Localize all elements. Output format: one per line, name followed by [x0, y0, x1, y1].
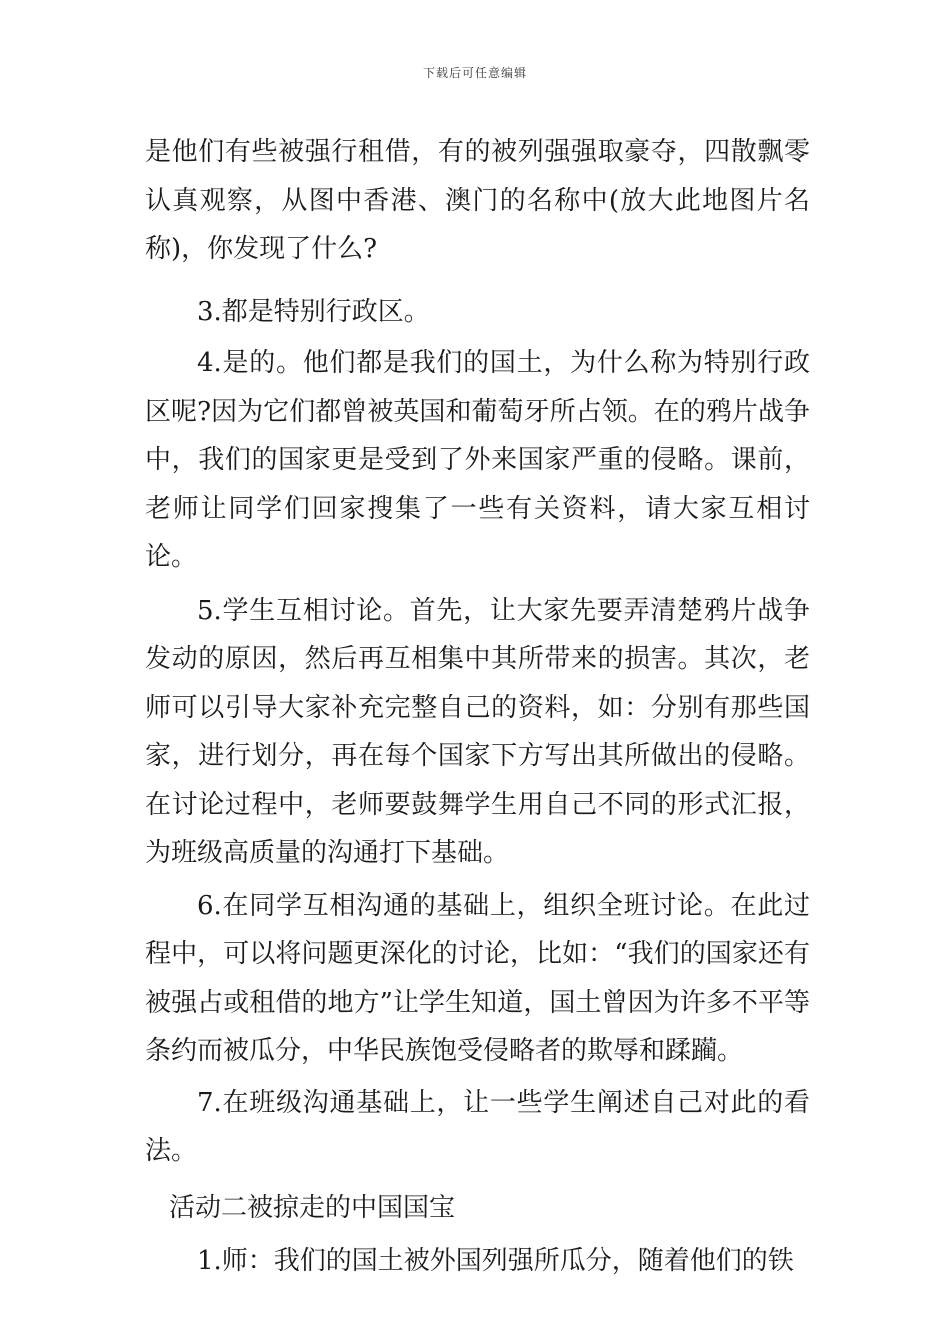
page-header: 下载后可任意编辑 [422, 66, 527, 80]
paragraph-item-3: 3.都是特别行政区。 [197, 296, 430, 327]
paragraph-item-7: 7.在班级沟通基础上，让一些学生阐述自己对此的看法。 [145, 1087, 810, 1166]
paragraph-item-5: 5.学生互相讨论。首先，让大家先要弄清楚鸦片战争发动的原因，然后再互相集中其所带来的损害。其次，老师可以引导大家补充完整自己的资料，如：分别有那些国家，进行划分，再在每个国家下方写出其所做出的侵略。在讨论过程中，老师要鼓舞学生用自己不同的形式汇报，为班级高质量的沟通打下基础。 [145, 595, 810, 868]
document-body [145, 128, 810, 1286]
paragraph-item-4: 4.是的。他们都是我们的国土，为什么称为特别行政区呢?因为它们都曾被英国和葡萄牙所占领。在的鸦片战争中，我们的国家更是受到了外来国家严重的侵略。课前，老师让同学们回家搜集了一些有关资料，请大家互相讨论。 [145, 348, 810, 572]
paragraph-item-6: 6.在同学互相沟通的基础上，组织全班讨论。在此过程中，可以将问题更深化的讨论，比如：“我们的国家还有被强占或租借的地方”让学生知道，国土曾因为许多不平等条约而被瓜分，中华民族饱受侵略者的欺辱和蹂躏。 [145, 890, 810, 1066]
section-heading-activity-two: 活动二被掠走的中国国宝 [169, 1192, 456, 1223]
paragraph-activity-two-item-1: 1.师：我们的国土被外国列强所瓜分，随着他们的铁 [197, 1246, 794, 1276]
paragraph-continuation: 是他们有些被强行租借，有的被列强强取豪夺，四散飘零认真观察，从图中香港、澳门的名称中(放大此地图片名称)，你发现了什么? [145, 137, 810, 264]
